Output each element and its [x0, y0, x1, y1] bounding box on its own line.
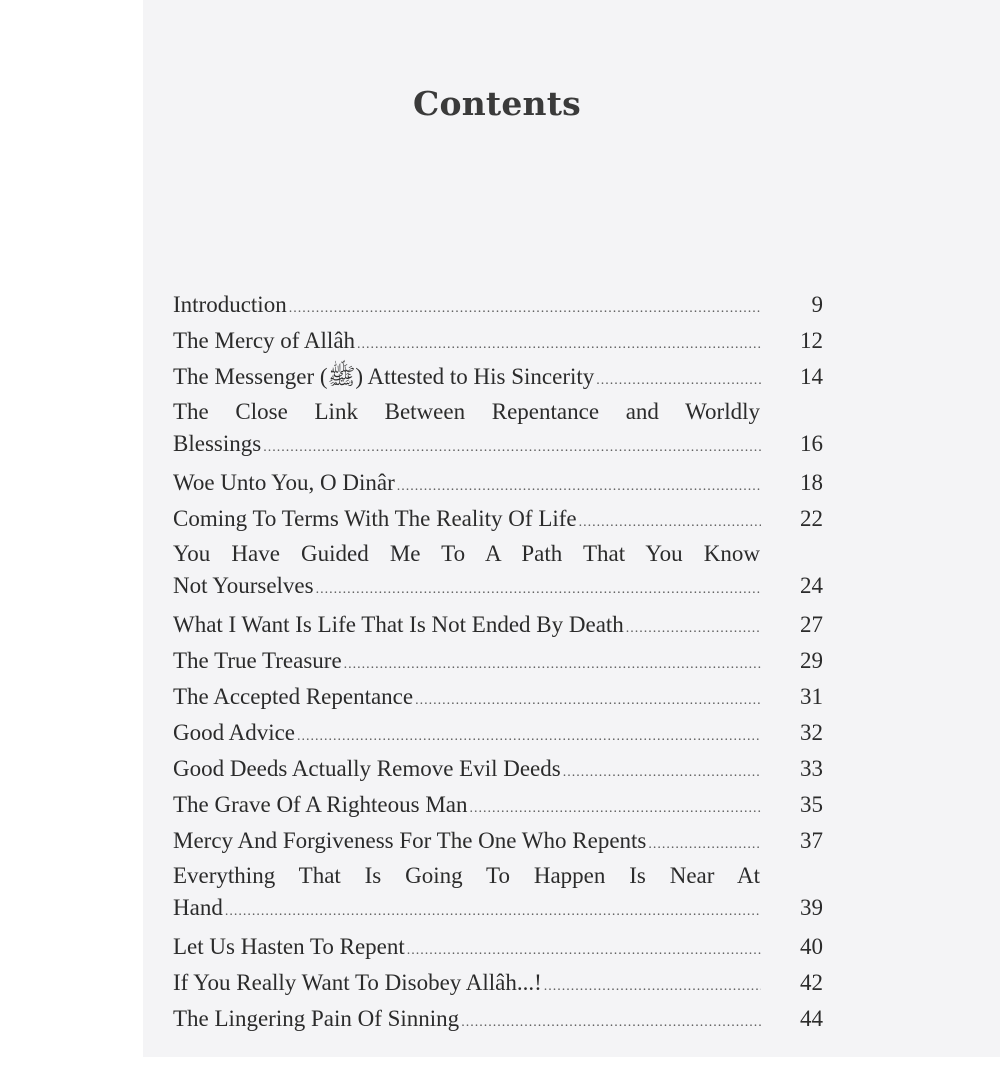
toc-page-number: 33: [800, 756, 823, 781]
toc-entry: [173, 607, 823, 643]
table-of-contents: [173, 287, 823, 1037]
toc-page-number: 31: [800, 684, 823, 709]
toc-entry: [173, 1001, 823, 1037]
toc-entry-title: Let Us Hasten To Repent: [173, 934, 405, 959]
dot-leader: [596, 363, 761, 399]
toc-entry: [173, 787, 823, 823]
toc-page-number: 39: [800, 895, 823, 920]
toc-entry: [173, 751, 823, 787]
toc-page-number: 37: [800, 828, 823, 853]
dot-leader: [289, 291, 761, 327]
page-title: Contents: [413, 84, 581, 123]
toc-entry-title: The Lingering Pain Of Sinning: [173, 1006, 460, 1031]
toc-entry-title: What I Want Is Life That Is Not Ended By Death: [173, 612, 624, 637]
dot-leader: [316, 575, 761, 605]
toc-entry: [173, 893, 823, 929]
dot-leader: [648, 827, 761, 863]
toc-entry-title: The Accepted Repentance: [173, 684, 414, 709]
dot-leader: [579, 505, 761, 541]
toc-entry-title: Not Yourselves: [173, 573, 314, 598]
toc-entry: [173, 501, 823, 537]
dot-leader: [407, 933, 761, 969]
toc-entry-title: The Grave Of A Righteous Man: [173, 792, 468, 817]
toc-entry-title: The Messenger (ﷺ) Attested to His Sincerity: [173, 364, 595, 389]
toc-page-number: 14: [800, 364, 823, 389]
toc-entry-title: Introduction: [173, 292, 287, 317]
dot-leader: [397, 469, 761, 505]
dot-leader: [297, 719, 761, 755]
toc-page-number: 29: [800, 648, 823, 673]
toc-page-number: 9: [811, 292, 823, 317]
toc-entry-title-line1: You Have Guided Me To A Path That You Know: [173, 541, 760, 566]
toc-page-number: 32: [800, 720, 823, 745]
toc-entry: [173, 571, 823, 607]
toc-entry-title: Good Advice: [173, 720, 296, 745]
dot-leader: [357, 327, 761, 363]
toc-page-number: 42: [800, 970, 823, 995]
toc-page-number: 16: [800, 431, 823, 456]
toc-page-number: 12: [800, 328, 823, 353]
toc-entry: [173, 323, 823, 359]
dot-leader: [415, 683, 761, 719]
dot-leader: [626, 611, 761, 647]
toc-entry-title: Woe Unto You, O Dinâr: [173, 470, 395, 495]
toc-entry: [173, 359, 823, 395]
toc-entry-title: Mercy And Forgiveness For The One Who Repents: [173, 828, 647, 853]
toc-page-number: 24: [800, 573, 823, 598]
toc-page-number: 40: [800, 934, 823, 959]
toc-entry: [173, 715, 823, 751]
toc-entry-title: Hand: [173, 895, 223, 920]
toc-page-number: 27: [800, 612, 823, 637]
dot-leader: [544, 969, 761, 1005]
toc-entry-title: If You Really Want To Disobey Allâh...!: [173, 970, 542, 995]
dot-leader: [461, 1005, 761, 1041]
toc-entry: [173, 643, 823, 679]
toc-entry: [173, 965, 823, 1001]
dot-leader: [469, 791, 761, 827]
toc-entry-title-line1: The Close Link Between Repentance and Worldly: [173, 399, 760, 424]
toc-page-number: 22: [800, 506, 823, 531]
toc-entry-title-line1: Everything That Is Going To Happen Is Near At: [173, 863, 760, 888]
dot-leader: [225, 897, 761, 927]
toc-entry: [173, 679, 823, 715]
toc-entry: [173, 823, 823, 859]
dot-leader: [263, 433, 761, 463]
toc-entry-title: The Mercy of Allâh: [173, 328, 356, 353]
toc-entry-title: Blessings: [173, 431, 262, 456]
toc-page-number: 18: [800, 470, 823, 495]
dot-leader: [563, 755, 761, 791]
toc-entry: [173, 929, 823, 965]
dot-leader: [344, 647, 761, 683]
toc-entry: [173, 287, 823, 323]
toc-entry-title: Good Deeds Actually Remove Evil Deeds: [173, 756, 561, 781]
toc-entry: [173, 429, 823, 465]
toc-entry: [173, 465, 823, 501]
toc-entry-title: Coming To Terms With The Reality Of Life: [173, 506, 577, 531]
toc-page-number: 35: [800, 792, 823, 817]
toc-entry-title: The True Treasure: [173, 648, 342, 673]
toc-page-number: 44: [800, 1006, 823, 1031]
